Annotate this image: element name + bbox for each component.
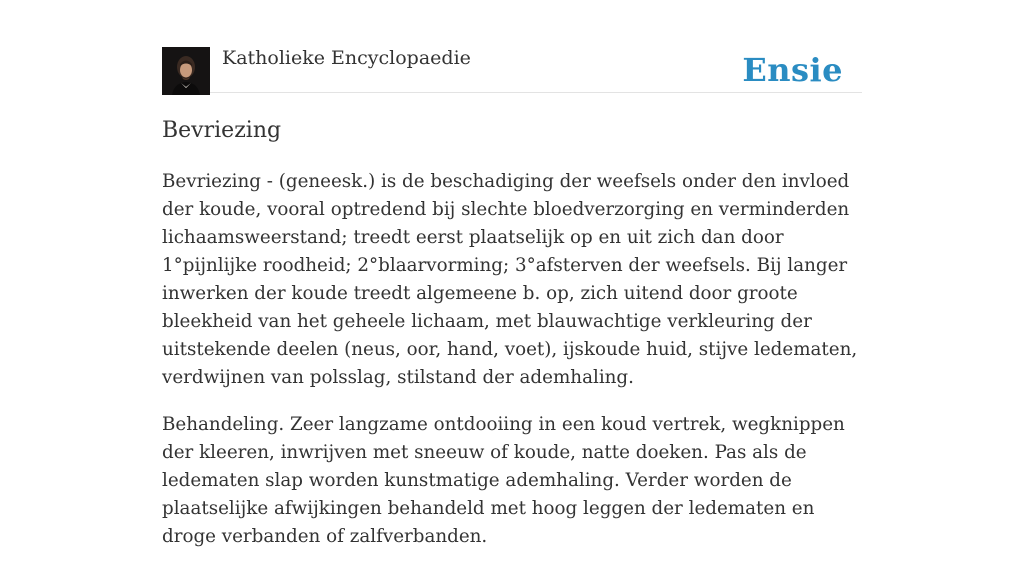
header [162, 0, 862, 93]
source-name[interactable]: Katholieke Encyclopaedie [222, 47, 471, 69]
avatar[interactable] [162, 47, 210, 95]
article-body [162, 168, 862, 570]
brand-logo[interactable]: Ensie [742, 51, 843, 89]
article-title: Bevriezing [162, 118, 282, 143]
article-paragraph: Behandeling. Zeer langzame ontdooiing in een koud vertrek, wegknippen der kleeren, inwrijven met sneeuw of koude, natte doeken. Pas als de ledematen slap worden kunstmatige ademhaling. Verder worden de plaatselijke afwijkingen behandeld met hoog leggen der ledematen en droge verbanden of zalfverbanden. [162, 414, 845, 547]
page [162, 0, 862, 547]
article-paragraph: Bevriezing - (geneesk.) is de beschadiging der weefsels onder den invloed der koude, vooral optredend bij slechte bloedverzorging en verminderden lichaamsweerstand; treedt eerst plaatselijk op en uit zich dan door 1°pijnlijke roodheid; 2°blaarvorming; 3°afsterven der weefsels. Bij langer inwerken der koude treedt algemeene b. op, zich uitend door groote bleekheid van het geheele lichaam, met blauwachtige verkleuring der uitstekende deelen (neus, oor, hand, voet), ijskoude huid, stijve ledematen, verdwijnen van polsslag, stilstand der ademhaling. [162, 171, 858, 388]
portrait-avatar-icon [162, 47, 210, 95]
